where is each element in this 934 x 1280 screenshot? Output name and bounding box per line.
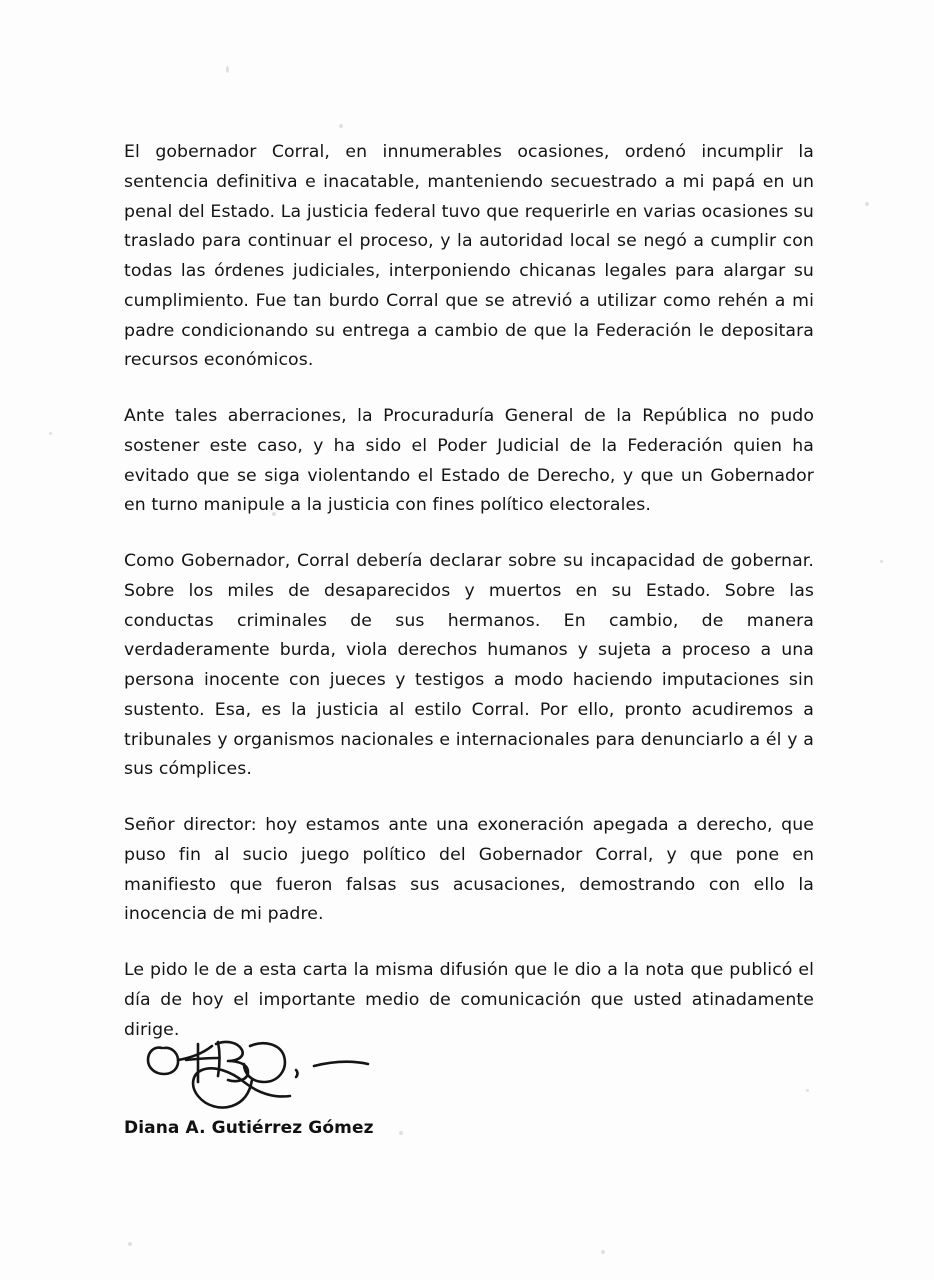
letter-paragraph-1: El gobernador Corral, en innumerables ocasiones, ordenó incumplir la sentencia definitiva e inacatable, manteniendo secuestrado a mi papá en un penal del Estado. La justicia federal tuvo que requerirle en varias ocasiones su traslado para continuar el proceso, y la autoridad local se negó a cumplir con todas las órdenes judiciales, interponiendo chicanas legales para alargar su cumplimiento. Fue tan burdo Corral que se atrevió a utilizar como rehén a mi padre condicionando su entrega a cambio de que la Federación le depositara recursos económicos. <box>124 142 814 371</box>
letter-body <box>124 138 814 1045</box>
letter-paragraph-2: Ante tales aberraciones, la Procuraduría General de la República no pudo sostener este caso, y ha sido el Poder Judicial de la Federación quien ha evitado que se siga violentando el Estado de Derecho, y que un Gobernador en turno manipule a la justicia con fines político electorales. <box>124 406 814 516</box>
scan-speck <box>601 1250 605 1254</box>
scan-speck <box>49 432 52 435</box>
scan-speck <box>806 1089 809 1092</box>
scan-speck <box>880 560 883 563</box>
letter-paragraph-3: Como Gobernador, Corral debería declarar sobre su incapacidad de gobernar. Sobre los miles de desaparecidos y muertos en su Estado. Sobre las conductas criminales de sus hermanos. En cambio, de manera verdaderamente burda, viola derechos humanos y sujeta a proceso a una persona inocente con jueces y testigos a modo haciendo imputaciones sin sustento. Esa, es la justicia al estilo Corral. Por ello, pronto acudiremos a tribunales y organismos nacionales e internacionales para denunciarlo a él y a sus cómplices. <box>124 551 814 780</box>
scan-speck <box>865 202 869 206</box>
scan-speck <box>339 124 343 128</box>
handwritten-signature-icon <box>124 1030 424 1116</box>
scan-speck <box>226 66 229 73</box>
letter-paragraph-5: Le pido le de a esta carta la misma difusión que le dio a la nota que publicó el día de hoy el importante medio de comunicación que usted atinadamente dirige. <box>124 960 814 1040</box>
signature-block <box>124 1030 544 1138</box>
scan-speck <box>128 1242 132 1246</box>
letter-paragraph-4: Señor director: hoy estamos ante una exoneración apegada a derecho, que puso fin al sucio juego político del Gobernador Corral, y que pone en manifiesto que fueron falsas sus acusaciones, demostrando con ello la inocencia de mi padre. <box>124 815 814 925</box>
signature-name: Diana A. Gutiérrez Gómez <box>124 1118 374 1138</box>
